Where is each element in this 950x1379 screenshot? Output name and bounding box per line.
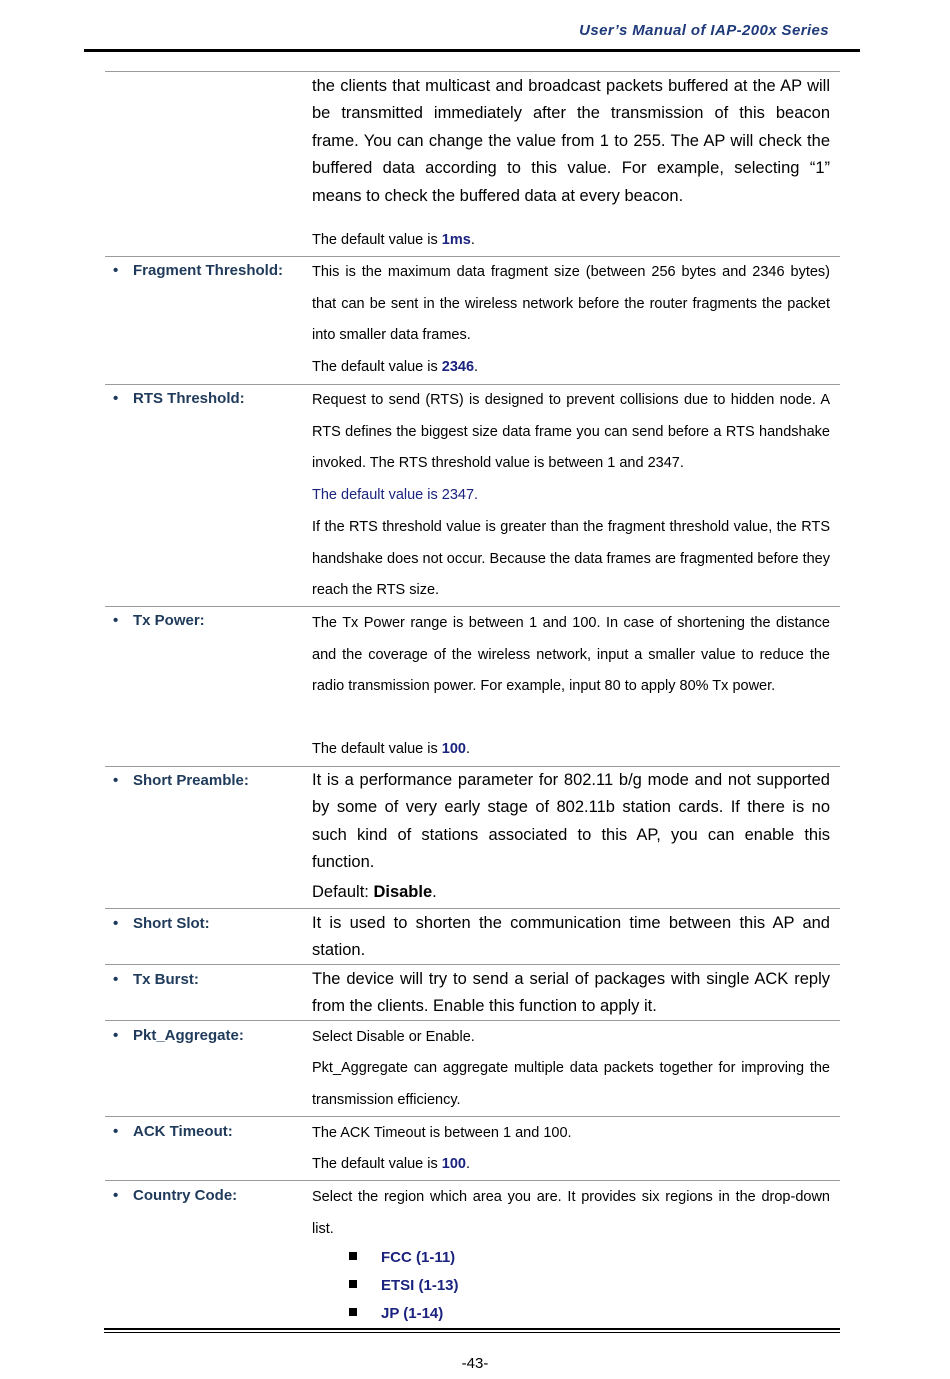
rts-threshold-desc: Request to send (RTS) is designed to prevent collisions due to hidden node. A RTS defines the biggest size data frame you can send before a RTS handshake invoked. The RTS threshold value is between 1 and 2347. bbox=[312, 392, 830, 472]
country-code-label: • Country Code: bbox=[113, 1187, 238, 1204]
bullet-icon: • bbox=[113, 1027, 119, 1044]
pkt-aggregate-label: • Pkt_Aggregate: bbox=[113, 1027, 244, 1044]
bullet-icon: • bbox=[113, 772, 119, 789]
bullet-icon: • bbox=[113, 262, 119, 279]
ack-default-value: 100 bbox=[441, 1156, 466, 1172]
tx-power-label: • Tx Power: bbox=[113, 612, 205, 629]
beacon-default-line: The default value is 1ms. bbox=[312, 232, 475, 248]
list-item: JP (1-14) bbox=[349, 1305, 443, 1322]
manual-header-title: User’s Manual of IAP-200x Series bbox=[579, 22, 829, 39]
rts-threshold-label: • RTS Threshold: bbox=[113, 390, 245, 407]
list-item: ETSI (1-13) bbox=[349, 1277, 459, 1294]
short-slot-desc: It is used to shorten the communication time between this AP and station. bbox=[312, 914, 830, 960]
bullet-icon: • bbox=[113, 1123, 119, 1140]
short-preamble-default-value: Disable bbox=[373, 883, 433, 901]
rts-threshold-note: If the RTS threshold value is greater than the fragment threshold value, the RTS handshake does not occur. Because the data frames are fragmented before they reach the RTS size. bbox=[312, 519, 830, 599]
table-row-divider bbox=[105, 1020, 840, 1021]
short-preamble-label: • Short Preamble: bbox=[113, 772, 249, 789]
table-row-divider bbox=[105, 1116, 840, 1117]
bullet-icon: • bbox=[113, 915, 119, 932]
table-row-divider bbox=[105, 1180, 840, 1181]
tx-burst-desc: The device will try to send a serial of packages with single ACK reply from the clients. Enable this function to apply it. bbox=[312, 970, 830, 1016]
fragment-threshold-desc: This is the maximum data fragment size (between 256 bytes and 2346 bytes) that can be sent in the wireless network before the router fragments the packet into smaller data frames. bbox=[312, 264, 830, 344]
fragment-default-line: The default value is 2346. bbox=[312, 359, 479, 375]
short-preamble-desc: It is a performance parameter for 802.11 b/g mode and not supported by some of very early stage of 802.11b station cards. If there is no such kind of stations associated to this AP, you can enable this function. bbox=[312, 771, 830, 872]
rts-default-line: The default value is 2347. bbox=[312, 487, 479, 503]
short-preamble-default-line: Default: Disable. bbox=[312, 883, 437, 901]
tx-burst-label: • Tx Burst: bbox=[113, 971, 199, 988]
beacon-continuation-text: the clients that multicast and broadcast packets buffered at the AP will be transmitted immediately after the transmission of this beacon frame. You can change the value from 1 to 255. The AP will check the buffered data according to this value. For example, selecting “1” means to check the buffered data at every beacon. bbox=[312, 77, 830, 205]
table-row-divider bbox=[105, 71, 840, 72]
table-row-divider bbox=[105, 964, 840, 965]
footer-rule bbox=[104, 1332, 840, 1333]
tx-power-desc: The Tx Power range is between 1 and 100. In case of shortening the distance and the coverage of the wireless network, input a smaller value to reduce the radio transmission power. For example, input 80 to apply 80% Tx power. bbox=[312, 615, 830, 695]
beacon-default-value: 1ms bbox=[441, 232, 471, 248]
pkt-aggregate-line: Select Disable or Enable. bbox=[312, 1029, 475, 1045]
bullet-icon: • bbox=[113, 612, 119, 629]
header-rule bbox=[84, 49, 860, 52]
bullet-icon: • bbox=[113, 1187, 119, 1204]
bullet-icon: • bbox=[113, 390, 119, 407]
bullet-icon: • bbox=[113, 971, 119, 988]
footer-rule bbox=[104, 1328, 840, 1330]
table-row-divider bbox=[105, 908, 840, 909]
table-row-divider bbox=[105, 606, 840, 607]
page-number: -43- bbox=[461, 1355, 489, 1372]
pkt-aggregate-desc: Pkt_Aggregate can aggregate multiple data packets together for improving the transmission efficiency. bbox=[312, 1060, 830, 1108]
ack-timeout-line: The ACK Timeout is between 1 and 100. bbox=[312, 1125, 572, 1141]
short-slot-label: • Short Slot: bbox=[113, 915, 210, 932]
square-bullet-icon bbox=[349, 1308, 357, 1316]
country-code-desc: Select the region which area you are. It provides six regions in the drop-down list. bbox=[312, 1189, 830, 1237]
square-bullet-icon bbox=[349, 1280, 357, 1288]
list-item: FCC (1-11) bbox=[349, 1249, 455, 1266]
ack-default-line: The default value is 100. bbox=[312, 1156, 471, 1172]
fragment-default-value: 2346 bbox=[441, 359, 475, 375]
tx-power-default-value: 100 bbox=[441, 741, 466, 757]
square-bullet-icon bbox=[349, 1252, 357, 1260]
ack-timeout-label: • ACK Timeout: bbox=[113, 1123, 233, 1140]
tx-power-default-line: The default value is 100. bbox=[312, 741, 471, 757]
fragment-threshold-label: • Fragment Threshold: bbox=[113, 262, 284, 279]
